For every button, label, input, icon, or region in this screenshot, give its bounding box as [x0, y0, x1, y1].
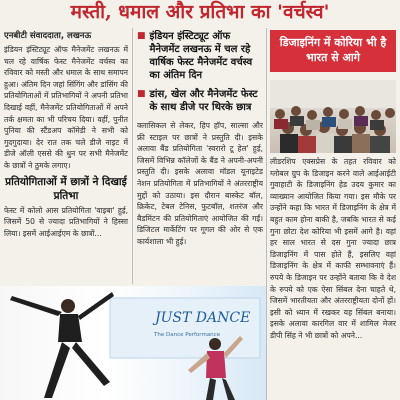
- column-divider-1: [132, 28, 133, 284]
- dance-photo: [0, 286, 266, 400]
- crowd-illustration: [270, 80, 396, 153]
- highlight-1-text: इंडियन इंस्टिट्यूट ऑफ मैनेजमेंट लखनऊ में चल रहे वार्षिक फेस्ट मैनेजमेंट वर्चस्व का अंतिम दिन: [149, 31, 253, 81]
- article-column-2: [137, 30, 263, 284]
- side-story-banner: डिजाइनिंग में कोरिया भी है भारत से आगे: [270, 30, 396, 72]
- article-paragraph-1: इंडियन इंस्टिट्यूट ऑफ मैनेजमेंट लखनऊ में चल रहे वार्षिक फेस्ट मैनेजमेंट वर्चस्व का रविवार को मस्ती और धमाल के साथ समापन हुआ। अंतिम दिन जहां सिंगिंग और डांसिंग की प्रतियोगिताओं में प्रतिभागियों ने अपनी प्रतिभा दिखाई वहीं, मैनेजमेंट प्रतियोगिताओं में अपने तर्क क्षमता का भी परिचय दिया। वहीं, पुनीत पुनिया की स्टैंडअप कॉमेडी ने सभी को गुदगुदाया। देर रात तक चले डीजे नाइट में डीजे ऑली एससे की धुन पर सभी मैनेजमेंट के छात्रों ने ठुमके लगाए।: [4, 45, 128, 170]
- dateline: एनबीटी संवाददाता, लखनऊ: [4, 31, 92, 41]
- photo-banner-subtitle: The Dance Performance: [154, 332, 221, 338]
- highlight-2: [137, 88, 263, 114]
- article-paragraph-3: क्लासिकल से लेकर, हिप हॉप, साल्सा और फ्री स्टाइल पर छात्रों ने प्रस्तुति दी। इसके अलावा बैंड प्रतियोगिता 'स्वरारो टू हेल' हुई, जिसमें विभिन्न कॉलेजों के बैंड ने अपनी-अपनी प्रस्तुति दी। इसके अलावा मॉडल यूनाइटेड नेशन प्रतियोगिता में प्रतिभागियों ने अंतरराष्ट्रीय मुद्दों को उठाया। इस दौरान बास्केट बॉल, क्रिकेट, टेबल टेनिस, फुटबॉल, शतरंज और बैडमिंटन की प्रतियोगिताएं आयोजित की गईं। डिजिटल मार्केटिंग पर गूगल की ओर से एक कार्यशाला भी हुई।: [137, 121, 263, 246]
- bullet-icon: ■: [137, 89, 146, 99]
- dance-illustration: [0, 286, 266, 400]
- column-divider-2: [266, 28, 267, 400]
- highlight-1: [137, 30, 263, 82]
- article-column-1: [4, 30, 128, 284]
- photo-banner-title: JUST DANCE: [155, 310, 251, 326]
- students-photo: [270, 80, 396, 153]
- article-column-3: [270, 156, 396, 400]
- article-paragraph-2: फेस्ट में कोलो आस प्रतियोगिता 'वाइबा' हुई, जिसमें 50 से ज्यादा प्रतिभागियों ने हिस्सा लिया। इसमें आईआईएम के छात्रों...: [4, 205, 128, 238]
- article-paragraph-4: लीडरशिप एक्सप्रेस के तहत रविवार को ग्लोबल ग्रुप के डिजाइन करने वाले आईआईटी गुवाहाटी के डिजाइनिंग हेड उदय कुमार का व्याख्यान आयोजित किया गया। इस मौके पर उन्होंने कहा कि भारत में डिजाइनिंग के क्षेत्र में बहुत काम होना बाकी है, जबकि भारत से कई गुना छोटा देश कोरिया भी इसमें आगे है। वहां हर साल भारत से दस गुना ज्यादा छात्र डिजाइनिंग में पास होते हैं, इसलिए वहां डिजाइनिंग के क्षेत्र में काफी सम्भावनाएं हैं। रुपये के डिजाइन पर उन्होंने बताया कि वे देश के रुपये को एक ऐसा सिंबल देना चाहते थे, जिसमें भारतीयता और अंतरराष्ट्रीयता दोनों हों। इसी को ध्यान में रखकर यह सिंबल बनाया। इसके अलावा कारगिल वार में शामिल मेजर डीपी सिंह ने भी छात्रों को अपने...: [270, 157, 396, 340]
- page-headline: मस्ती, धमाल और प्रतिभा का 'वर्चस्व': [70, 1, 330, 23]
- highlight-2-text: डांस, खेल और मैनेजमेंट फेस्ट के साथ डीजे पर थिरके छात्र: [149, 89, 258, 113]
- section-subhead: प्रतियोगिताओं में छात्रों ने दिखाई प्रतिभा: [5, 175, 127, 202]
- bullet-icon: ■: [137, 31, 146, 41]
